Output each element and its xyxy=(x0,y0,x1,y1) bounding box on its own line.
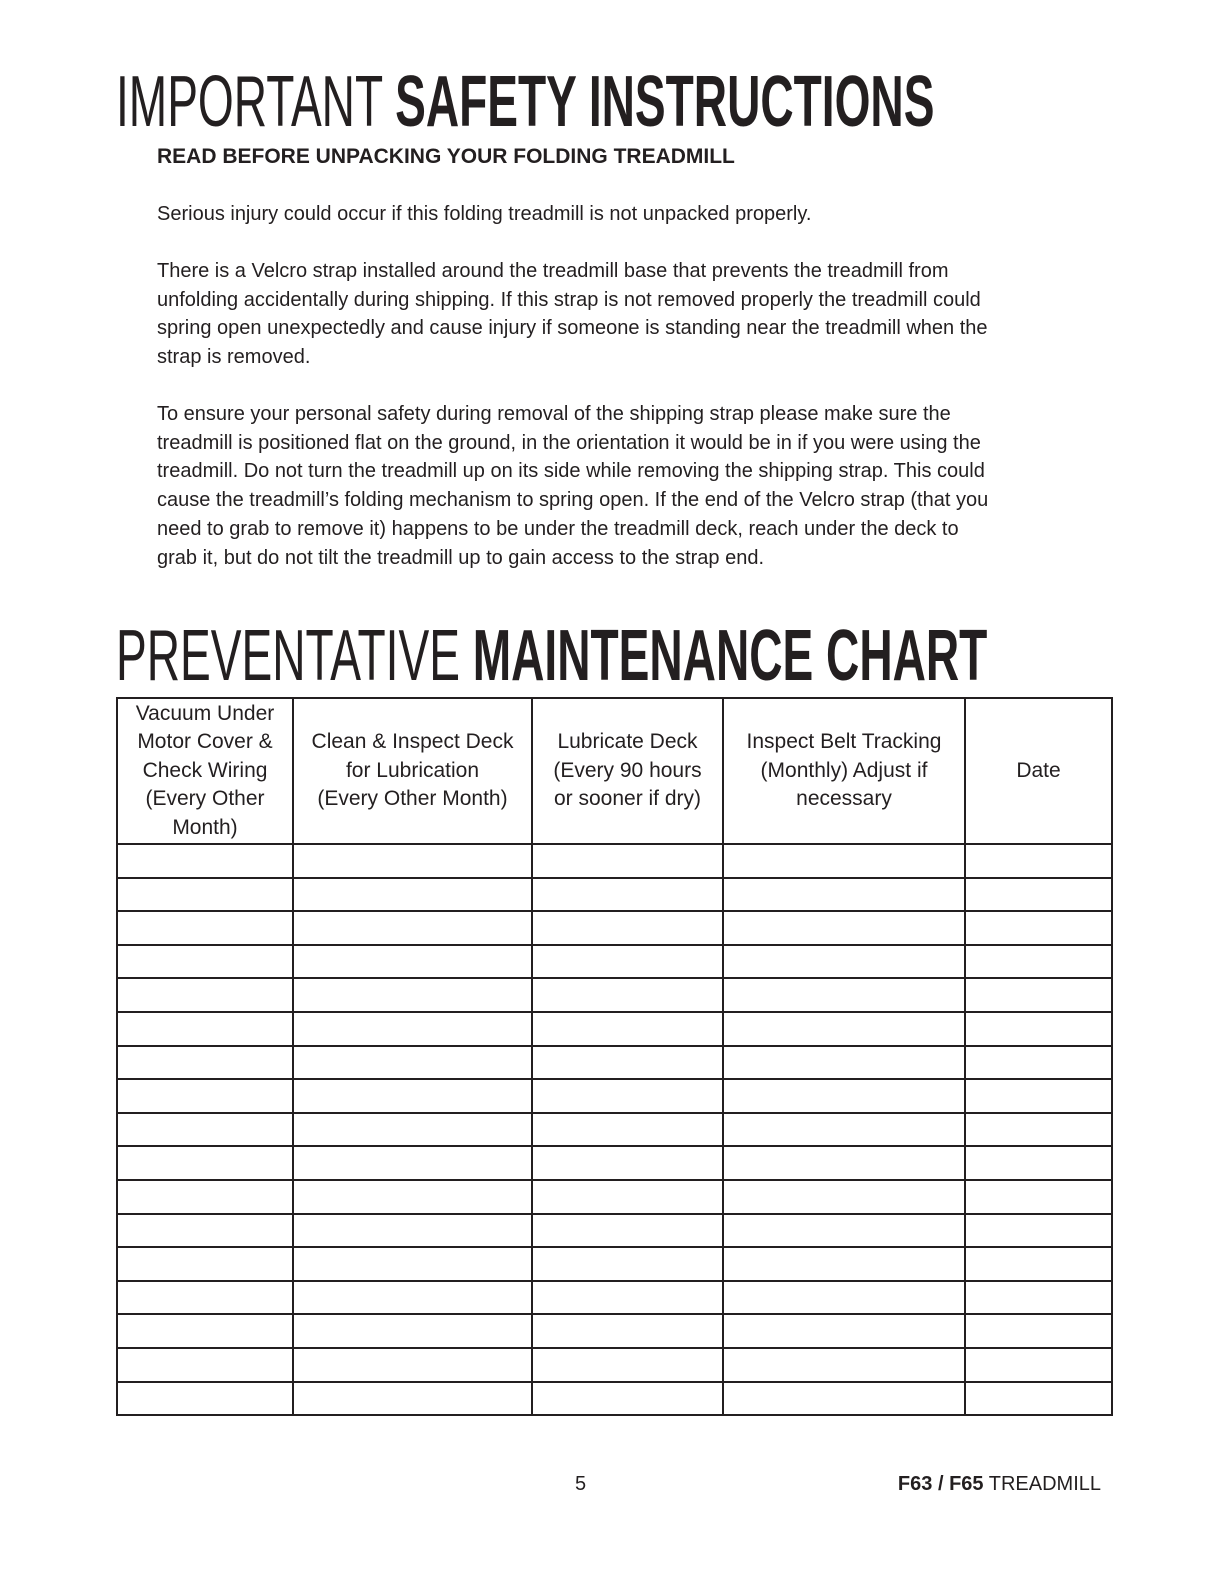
table-cell[interactable] xyxy=(723,1046,965,1080)
table-cell[interactable] xyxy=(965,1348,1112,1382)
column-header-line: (Monthly) Adjust if xyxy=(760,758,928,782)
table-header-row xyxy=(117,698,1112,844)
safety-title-light: IMPORTANT xyxy=(116,62,383,142)
text-line: treadmill. Do not turn the treadmill up on its side while removing the shipping strap. This could xyxy=(157,460,985,483)
table-cell[interactable] xyxy=(293,1046,532,1080)
table-cell[interactable] xyxy=(723,1214,965,1248)
table-cell[interactable] xyxy=(723,1146,965,1180)
column-header-line: (Every 90 hours xyxy=(553,758,702,782)
table-cell[interactable] xyxy=(117,1281,293,1315)
text-line: To ensure your personal safety during removal of the shipping strap please make sure the xyxy=(157,403,951,425)
table-cell[interactable] xyxy=(723,978,965,1012)
table-cell[interactable] xyxy=(532,1382,723,1416)
table-cell[interactable] xyxy=(293,911,532,945)
table-cell[interactable] xyxy=(117,844,293,878)
table-cell[interactable] xyxy=(532,945,723,979)
table-row xyxy=(117,945,1112,979)
column-header xyxy=(723,698,965,844)
table-cell[interactable] xyxy=(117,1247,293,1281)
table-cell[interactable] xyxy=(293,1281,532,1315)
table-cell[interactable] xyxy=(723,911,965,945)
table-cell[interactable] xyxy=(965,1113,1112,1147)
table-cell[interactable] xyxy=(117,1180,293,1214)
table-cell[interactable] xyxy=(293,945,532,979)
paragraph-2 xyxy=(157,257,988,372)
text-line: spring open unexpectedly and cause injury if someone is standing near the treadmill when the xyxy=(157,317,988,340)
table-row xyxy=(117,1180,1112,1214)
table-cell[interactable] xyxy=(532,844,723,878)
table-cell[interactable] xyxy=(117,1348,293,1382)
table-cell[interactable] xyxy=(117,978,293,1012)
table-cell[interactable] xyxy=(965,1012,1112,1046)
table-row xyxy=(117,1348,1112,1382)
paragraph-1 xyxy=(157,200,811,229)
table-cell[interactable] xyxy=(723,1281,965,1315)
table-cell[interactable] xyxy=(723,1314,965,1348)
table-cell[interactable] xyxy=(117,1214,293,1248)
table-row xyxy=(117,1113,1112,1147)
paragraph-3 xyxy=(157,400,988,572)
table-cell[interactable] xyxy=(532,1348,723,1382)
table-cell[interactable] xyxy=(293,1012,532,1046)
table-cell[interactable] xyxy=(117,1146,293,1180)
table-cell[interactable] xyxy=(965,1146,1112,1180)
footer-model xyxy=(898,1473,1101,1496)
table-cell[interactable] xyxy=(532,1180,723,1214)
table-cell[interactable] xyxy=(293,844,532,878)
column-header-line: (Every Other Month) xyxy=(317,787,508,811)
table-cell[interactable] xyxy=(965,945,1112,979)
product-name: TREADMILL xyxy=(988,1473,1101,1495)
maintenance-chart-table xyxy=(116,697,1113,1416)
column-header-line: Clean & Inspect Deck xyxy=(311,730,514,754)
table-cell[interactable] xyxy=(293,1180,532,1214)
column-header xyxy=(117,698,293,844)
table-cell[interactable] xyxy=(965,1046,1112,1080)
text-line: grab it, but do not tilt the treadmill up to gain access to the strap end. xyxy=(157,546,765,569)
table-cell[interactable] xyxy=(532,1247,723,1281)
table-cell[interactable] xyxy=(293,1146,532,1180)
column-header-line: necessary xyxy=(796,787,892,811)
table-cell[interactable] xyxy=(965,1214,1112,1248)
table-row xyxy=(117,1314,1112,1348)
table-row xyxy=(117,1146,1112,1180)
maintenance-title xyxy=(116,616,988,696)
column-header-line: for Lubrication xyxy=(345,758,480,782)
table-row xyxy=(117,1247,1112,1281)
table-row xyxy=(117,878,1112,912)
table-cell[interactable] xyxy=(723,1180,965,1214)
table-cell[interactable] xyxy=(965,1180,1112,1214)
table-cell[interactable] xyxy=(117,1382,293,1416)
table-cell[interactable] xyxy=(532,1113,723,1147)
column-header-line: Month) xyxy=(172,815,238,839)
table-cell[interactable] xyxy=(723,1348,965,1382)
text-line: cause the treadmill’s folding mechanism to spring open. If the end of the Velcro strap (that you xyxy=(157,489,989,512)
text-line: treadmill is positioned flat on the ground, in the orientation it would be in if you were using the xyxy=(157,431,981,454)
table-cell[interactable] xyxy=(117,1314,293,1348)
table-cell[interactable] xyxy=(117,911,293,945)
text-line: unfolding accidentally during shipping. If this strap is not removed properly the treadmill could xyxy=(157,288,981,311)
table-cell[interactable] xyxy=(293,1247,532,1281)
table-row xyxy=(117,844,1112,878)
table-cell[interactable] xyxy=(965,978,1112,1012)
table-cell[interactable] xyxy=(117,1046,293,1080)
table-cell[interactable] xyxy=(723,945,965,979)
safety-title-bold: SAFETY INSTRUCTIONS xyxy=(395,62,935,142)
table-cell[interactable] xyxy=(293,1113,532,1147)
table-cell[interactable] xyxy=(532,1012,723,1046)
column-header-line: Motor Cover & xyxy=(137,730,273,754)
maintenance-title-light: PREVENTATIVE xyxy=(116,616,460,696)
table-cell[interactable] xyxy=(293,978,532,1012)
page-number: 5 xyxy=(575,1473,587,1495)
table-cell[interactable] xyxy=(117,1113,293,1147)
table-cell[interactable] xyxy=(532,1046,723,1080)
table-cell[interactable] xyxy=(293,1079,532,1113)
table-cell[interactable] xyxy=(532,1079,723,1113)
table-cell[interactable] xyxy=(965,844,1112,878)
column-header-line: Vacuum Under xyxy=(135,701,275,725)
table-cell[interactable] xyxy=(532,878,723,912)
table-cell[interactable] xyxy=(532,1281,723,1315)
table-cell[interactable] xyxy=(723,1382,965,1416)
column-header-line: Inspect Belt Tracking xyxy=(746,730,942,754)
table-row xyxy=(117,911,1112,945)
table-row xyxy=(117,1046,1112,1080)
table-cell[interactable] xyxy=(532,911,723,945)
safety-subtitle: READ BEFORE UNPACKING YOUR FOLDING TREADMILL xyxy=(157,145,735,168)
text-line: strap is removed. xyxy=(157,346,311,369)
column-header xyxy=(293,698,532,844)
table-cell[interactable] xyxy=(117,1079,293,1113)
column-header-line: (Every Other xyxy=(145,787,265,811)
text-line: Serious injury could occur if this folding treadmill is not unpacked properly. xyxy=(157,203,812,225)
table-cell[interactable] xyxy=(293,878,532,912)
table-cell[interactable] xyxy=(965,1281,1112,1315)
table-row xyxy=(117,978,1112,1012)
table-row xyxy=(117,1012,1112,1046)
table-cell[interactable] xyxy=(117,1012,293,1046)
column-header xyxy=(965,698,1112,844)
table-cell[interactable] xyxy=(117,878,293,912)
table-cell[interactable] xyxy=(723,1079,965,1113)
table-cell[interactable] xyxy=(965,878,1112,912)
table-cell[interactable] xyxy=(293,1382,532,1416)
table-cell[interactable] xyxy=(965,1382,1112,1416)
table-cell[interactable] xyxy=(117,945,293,979)
model-b: F65 xyxy=(949,1473,984,1495)
table-row xyxy=(117,1214,1112,1248)
table-cell[interactable] xyxy=(532,1214,723,1248)
column-header xyxy=(532,698,723,844)
table-cell[interactable] xyxy=(293,1214,532,1248)
model-a: F63 xyxy=(897,1473,933,1495)
table-cell[interactable] xyxy=(532,1314,723,1348)
table-cell[interactable] xyxy=(723,1113,965,1147)
text-line: need to grab to remove it) happens to be under the treadmill deck, reach under the deck to xyxy=(157,517,959,540)
table-cell[interactable] xyxy=(293,1314,532,1348)
table-cell[interactable] xyxy=(532,1146,723,1180)
table-cell[interactable] xyxy=(965,1079,1112,1113)
table-cell[interactable] xyxy=(532,978,723,1012)
model-separator: / xyxy=(937,1473,944,1495)
table-cell[interactable] xyxy=(965,911,1112,945)
column-header-line: Date xyxy=(1016,758,1061,782)
table-cell[interactable] xyxy=(723,844,965,878)
column-header-line: Check Wiring xyxy=(142,758,268,782)
table-body xyxy=(117,844,1112,1415)
table-cell[interactable] xyxy=(723,878,965,912)
table-cell[interactable] xyxy=(723,1012,965,1046)
column-header-line: Lubricate Deck xyxy=(557,730,698,754)
maintenance-title-bold: MAINTENANCE CHART xyxy=(472,616,988,696)
table-row xyxy=(117,1079,1112,1113)
text-line: There is a Velcro strap installed around the treadmill base that prevents the treadmill from xyxy=(157,260,949,282)
safety-title xyxy=(116,62,935,142)
table-cell[interactable] xyxy=(965,1247,1112,1281)
table-row xyxy=(117,1382,1112,1416)
table-cell[interactable] xyxy=(965,1314,1112,1348)
table-row xyxy=(117,1281,1112,1315)
column-header-line: or sooner if dry) xyxy=(553,787,702,811)
table-cell[interactable] xyxy=(723,1247,965,1281)
table-cell[interactable] xyxy=(293,1348,532,1382)
